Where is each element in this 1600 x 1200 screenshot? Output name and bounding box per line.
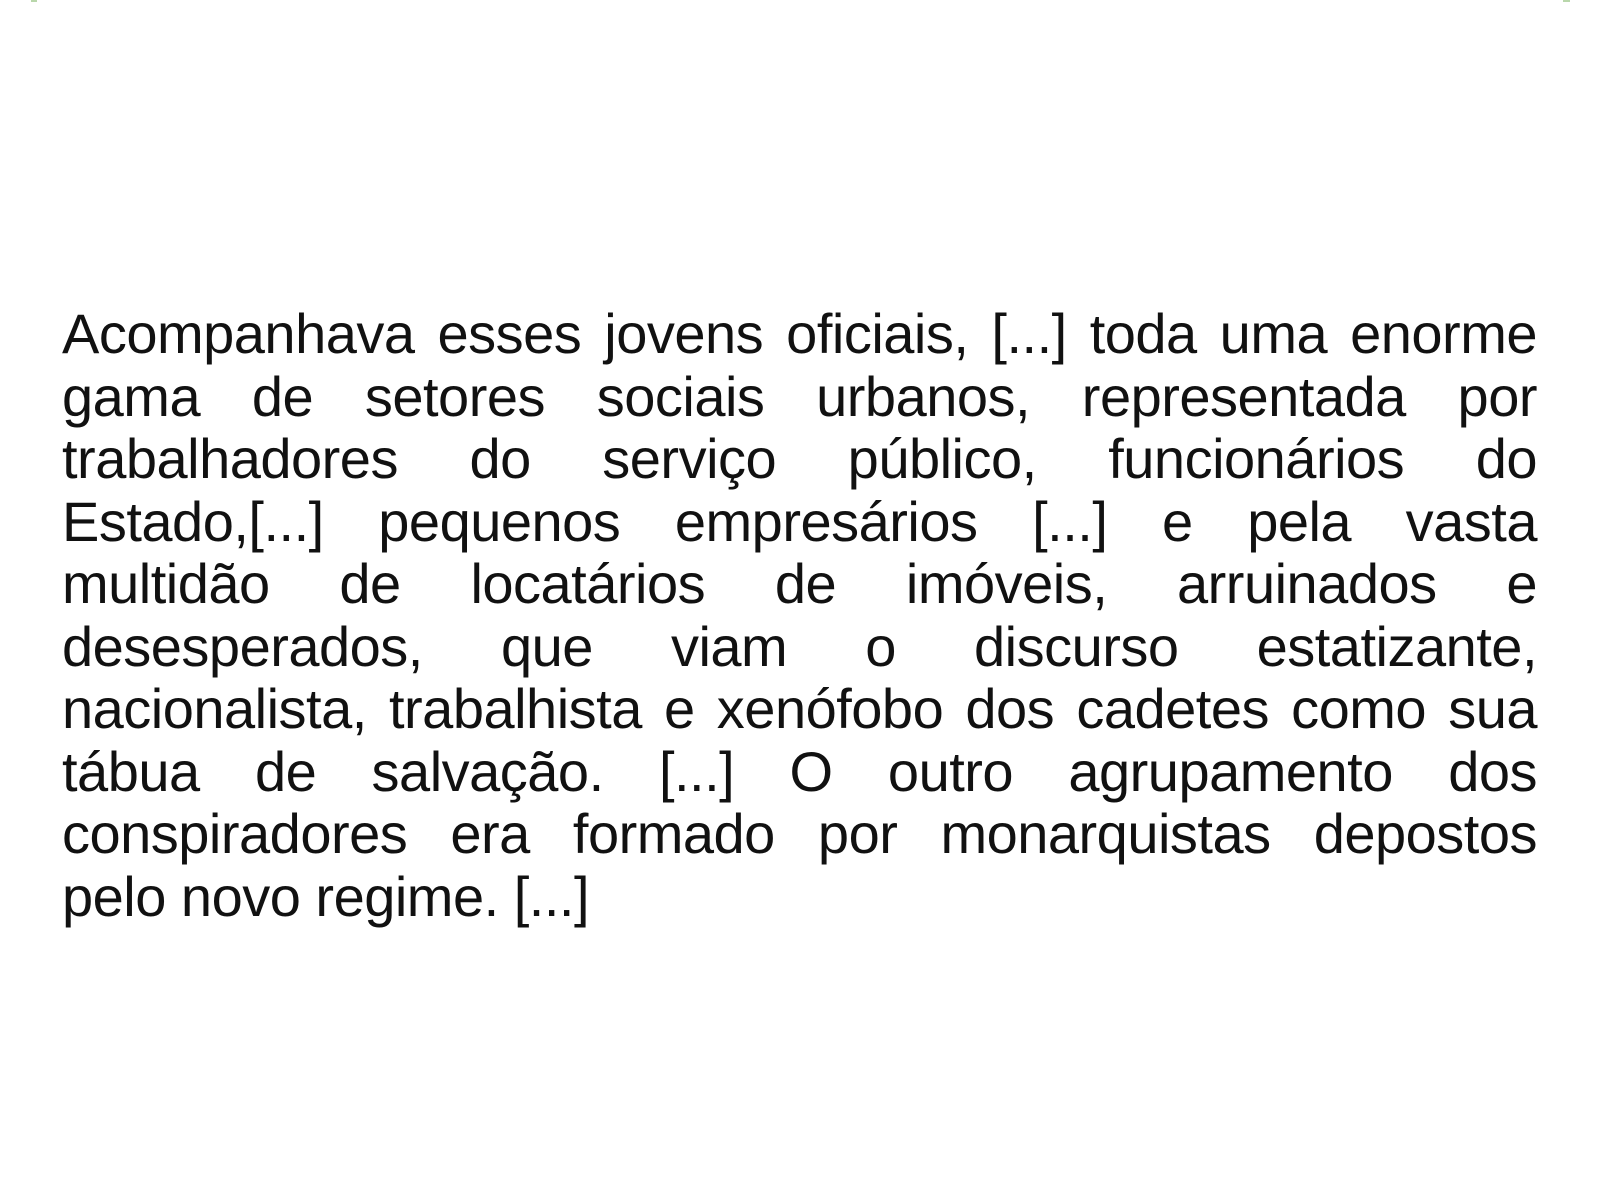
cropped-green-mark-left [31, 0, 37, 2]
quote-paragraph [62, 303, 1537, 928]
quote-line: conspiradores era formado por monarquistas depostos [62, 802, 1537, 865]
quote-line: nacionalista, trabalhista e xenófobo dos cadetes como sua [62, 677, 1537, 740]
quote-line: multidão de locatários de imóveis, arruinados e [62, 552, 1537, 615]
cropped-green-mark-right [1563, 0, 1570, 2]
quote-line: gama de setores sociais urbanos, representada por [62, 364, 1537, 428]
quote-line: tábua de salvação. [...] O outro agrupamento dos [62, 739, 1537, 803]
quote-line: trabalhadores do serviço público, funcionários do [62, 427, 1537, 490]
quote-line: Acompanhava esses jovens oficiais, [...] toda uma enorme [62, 302, 1537, 365]
quote-line: Estado,[...] pequenos empresários [...] e pela vasta [62, 489, 1537, 553]
quote-line: pelo novo regime. [...] [62, 864, 590, 928]
quote-line: desesperados, que viam o discurso estatizante, [62, 614, 1537, 678]
